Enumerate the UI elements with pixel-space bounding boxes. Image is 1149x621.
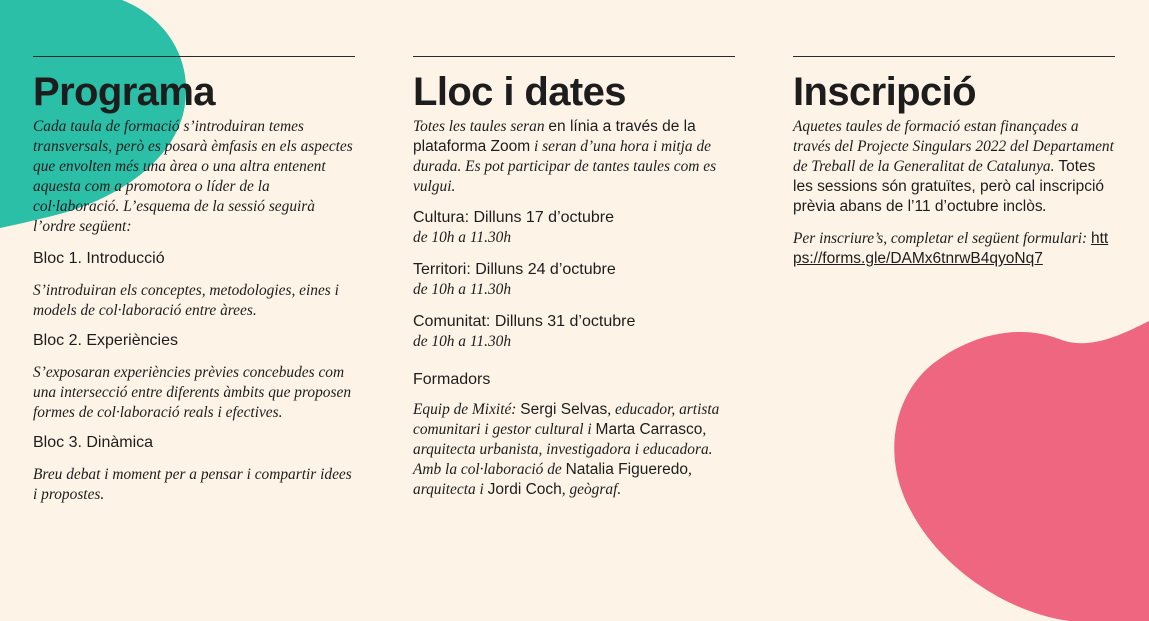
bloc-1-text: S’introduiran els conceptes, metodologies, eines i models de col·laboració entre àrees. (33, 282, 339, 319)
date-time: de 10h a 11.30h (413, 281, 512, 298)
form-link[interactable]: https://forms.gle/DAMx6tnrwB4qyoNq7 (793, 230, 1109, 267)
intro-bold: en línia a través de la plataforma Zoom (413, 118, 696, 155)
section-divider (413, 56, 735, 57)
section-title: Inscripció (793, 70, 976, 114)
date-time: de 10h a 11.30h (413, 333, 512, 350)
bloc-2-text: S’exposaran experiències prèvies concebudes com una intersecció entre diferents àmbits que proposen formes de col·laboració reals i efectives. (33, 364, 352, 421)
formadors-text-part: , arquitecta i (413, 461, 692, 498)
date-label: Cultura: Dilluns 17 d’octubre (413, 209, 614, 226)
bloc-1-title: Bloc 1. Introducció (33, 250, 165, 267)
programa-intro: Cada taula de formació s’introduiran temes transversals, però es posarà èmfasis en els aspectes que envolten més una àrea o una altra entenent aquesta com a promotora o líder de la col·laboració. L’esquema de la sessió seguirà l’ordre següent: (33, 118, 353, 235)
lloc-dates-section (413, 56, 735, 500)
bloc-2-title: Bloc 2. Experiències (33, 332, 178, 349)
date-label: Comunitat: Dilluns 31 d’octubre (413, 313, 636, 330)
bloc-3-title: Bloc 3. Dinàmica (33, 434, 154, 451)
form-label: Per inscriure’s, completar el següent formulari: (793, 230, 1091, 247)
date-item-cultura (413, 208, 735, 248)
date-label: Territori: Dilluns 24 d’octubre (413, 261, 616, 278)
lloc-intro (413, 117, 735, 197)
inscripcio-section (793, 56, 1115, 269)
form-instructions (793, 229, 1115, 269)
date-item-territori (413, 260, 735, 300)
section-divider (793, 56, 1115, 57)
date-item-comunitat (413, 312, 735, 352)
formadors-text-part: , educador, artista comunitari i gestor cultural i (413, 401, 720, 438)
section-divider (33, 56, 355, 57)
formadors-title: Formadors (413, 371, 491, 388)
intro-text-end: i seran d’una hora i mitja de durada. Es pot participar de tantes taules com es vulgui. (413, 138, 717, 195)
intro-text: Totes les taules seran (413, 118, 549, 135)
formador-name: Jordi Coch (487, 481, 562, 498)
section-title: Lloc i dates (413, 70, 626, 114)
inscripcio-bold: Totes les sessions són gratuïtes, però cal inscripció prèvia abans de l’11 d’octubre inclòs (793, 158, 1105, 215)
formadors-text-part: , arquitecta urbanista, investigadora i educadora. Amb la col·laboració de (413, 421, 713, 478)
programa-section (33, 56, 355, 505)
formadors-text (413, 400, 735, 500)
formadors-text-part: Equip de Mixité: (413, 401, 521, 418)
inscripcio-italic: Aquetes taules de formació estan finançades a través del Projecte Singulars 2022 del Departament de Treball de la Generalitat de Catalunya. (793, 118, 1114, 175)
inscripcio-text (793, 117, 1115, 217)
formador-name: Sergi Selvas (520, 401, 608, 418)
formador-name: Natalia Figueredo (565, 461, 688, 478)
date-time: de 10h a 11.30h (413, 229, 512, 246)
formador-name: Marta Carrasco (595, 421, 703, 438)
bloc-3-text: Breu debat i moment per a pensar i compartir idees i propostes. (33, 466, 352, 503)
formadors-text-part: , geògraf. (561, 481, 622, 498)
pink-blob (889, 321, 1149, 621)
section-title: Programa (33, 70, 215, 114)
inscripcio-end: . (1042, 198, 1047, 215)
